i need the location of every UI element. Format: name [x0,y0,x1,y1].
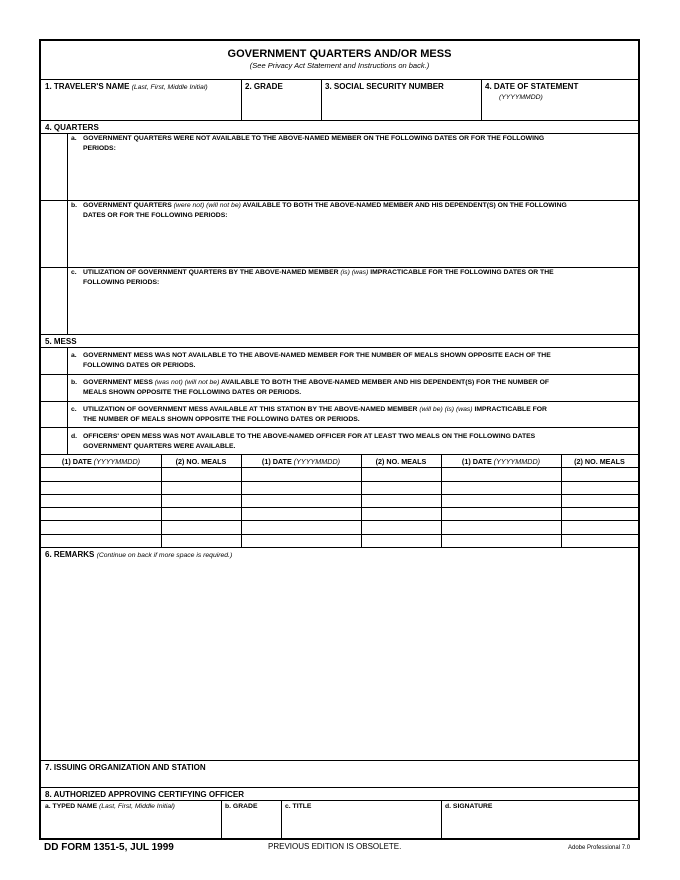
table-header-date: (1) DATE (YYYYMMDD) [461,457,541,466]
date-of-statement-label: 4. DATE OF STATEMENT [485,82,579,91]
mess-c-text: UTILIZATION OF GOVERNMENT MESS AVAILABLE AT THIS STATION BY THE ABOVE-NAMED MEMBER (will be) (is) (was) IMPRACTICABLE FOR THE NUMBER OF MEALS SHOWN OPPOSITE THE FOLLOWING DATES OR PERIODS. [83,406,547,423]
officer-title-label: c. TITLE [285,803,312,810]
officer-grade-label: b. GRADE [225,803,258,810]
table-header-meals: (2) NO. MEALS [175,457,227,466]
divider [41,347,638,348]
mess-c-letter: c. [71,406,77,413]
mess-b-text: GOVERNMENT MESS (was not) (will not be) AVAILABLE TO BOTH THE ABOVE-NAMED MEMBER AND HIS DEPENDENT(S) FOR THE NUMBER OF MEALS SHOWN OPPOSITE THE FOLLOWING DATES OR PERIODS. [83,379,550,396]
quarters-c-text: UTILIZATION OF GOVERNMENT QUARTERS BY THE ABOVE-NAMED MEMBER (is) (was) IMPRACTICABLE FOR THE FOLLOWING DATES OR THE FOLLOWING PERIODS: [83,269,554,286]
divider [41,120,638,121]
form-id: DD FORM 1351-5, JUL 1999 [44,842,174,853]
quarters-b-letter: b. [71,202,78,209]
quarters-b-text: GOVERNMENT QUARTERS (were not) (will not be) AVAILABLE TO BOTH THE ABOVE-NAMED MEMBER AND HIS DEPENDENT(S) ON THE FOLLOWING DATES OR FOR THE FOLLOWING PERIODS: [83,202,567,219]
quarters-a-text: GOVERNMENT QUARTERS WERE NOT AVAILABLE TO THE ABOVE-NAMED MEMBER ON THE FOLLOWING DATES OR FOR THE FOLLOWING PERIODS: [83,135,545,152]
officer-heading: 8. AUTHORIZED APPROVING CERTIFYING OFFICER [45,790,244,799]
grade-label: 2. GRADE [245,82,283,91]
quarters-c-letter: c. [71,269,77,276]
typed-name-field[interactable] [41,801,221,838]
mess-a-text: GOVERNMENT MESS WAS NOT AVAILABLE TO THE ABOVE-NAMED MEMBER FOR THE NUMBER OF MEALS SHOWN OPPOSITE EACH OF THE FOLLOWING DATES OR PERIODS. [83,352,551,369]
quarters-a-letter: a. [71,135,77,142]
travelers-name-label: 1. TRAVELER'S NAME (Last, First, Middle Initial) [45,82,208,91]
issuing-org-field[interactable] [41,773,638,787]
mess-d-letter: d. [71,433,78,440]
travelers-name-field[interactable] [41,80,241,120]
divider [41,547,638,548]
divider [41,454,638,455]
obsolete-notice: PREVIOUS EDITION IS OBSOLETE. [268,842,402,851]
form-subtitle: (See Privacy Act Statement and Instructions on back.) [249,61,430,70]
date-of-statement-field[interactable] [482,80,638,120]
table-header-meals: (2) NO. MEALS [375,457,427,466]
quarters-a-field[interactable] [68,134,638,200]
date-format-hint: (YYYYMMDD) [499,94,543,101]
quarters-b-field[interactable] [68,201,638,267]
mess-heading: 5. MESS [45,337,77,346]
divider [41,427,638,428]
signature-label: d. SIGNATURE [445,803,493,810]
software-note: Adobe Professional 7.0 [568,845,631,851]
remarks-label: 6. REMARKS (Continue on back if more space is required.) [45,550,233,559]
quarters-heading: 4. QUARTERS [45,123,99,132]
grade-field[interactable] [242,80,321,120]
mess-b-letter: b. [71,379,78,386]
signature-field[interactable] [442,801,638,838]
form-container [39,39,640,840]
issuing-org-label: 7. ISSUING ORGANIZATION AND STATION [45,763,206,772]
ssn-label: 3. SOCIAL SECURITY NUMBER [325,82,444,91]
table-header-date: (1) DATE (YYYYMMDD) [61,457,141,466]
divider [41,374,638,375]
typed-name-label: a. TYPED NAME (Last, First, Middle Initial) [45,803,175,810]
officer-title-field[interactable] [282,801,441,838]
ssn-field[interactable] [322,80,481,120]
table-header-date: (1) DATE (YYYYMMDD) [261,457,341,466]
mess-d-text: OFFICERS' OPEN MESS WAS NOT AVAILABLE TO THE ABOVE-NAMED OFFICER FOR AT LEAST TWO MEALS ON THE FOLLOWING DATES GOVERNMENT QUARTERS WERE AVAILABLE. [83,433,536,450]
meals-table-body[interactable] [41,468,638,547]
mess-a-letter: a. [71,352,77,359]
divider [41,760,638,761]
officer-grade-field[interactable] [222,801,281,838]
form-title: GOVERNMENT QUARTERS AND/OR MESS [227,48,452,60]
remarks-field[interactable] [41,561,638,760]
table-header-meals: (2) NO. MEALS [574,457,625,466]
divider [41,787,638,788]
divider [41,334,638,335]
quarters-c-field[interactable] [68,268,638,334]
divider [41,401,638,402]
